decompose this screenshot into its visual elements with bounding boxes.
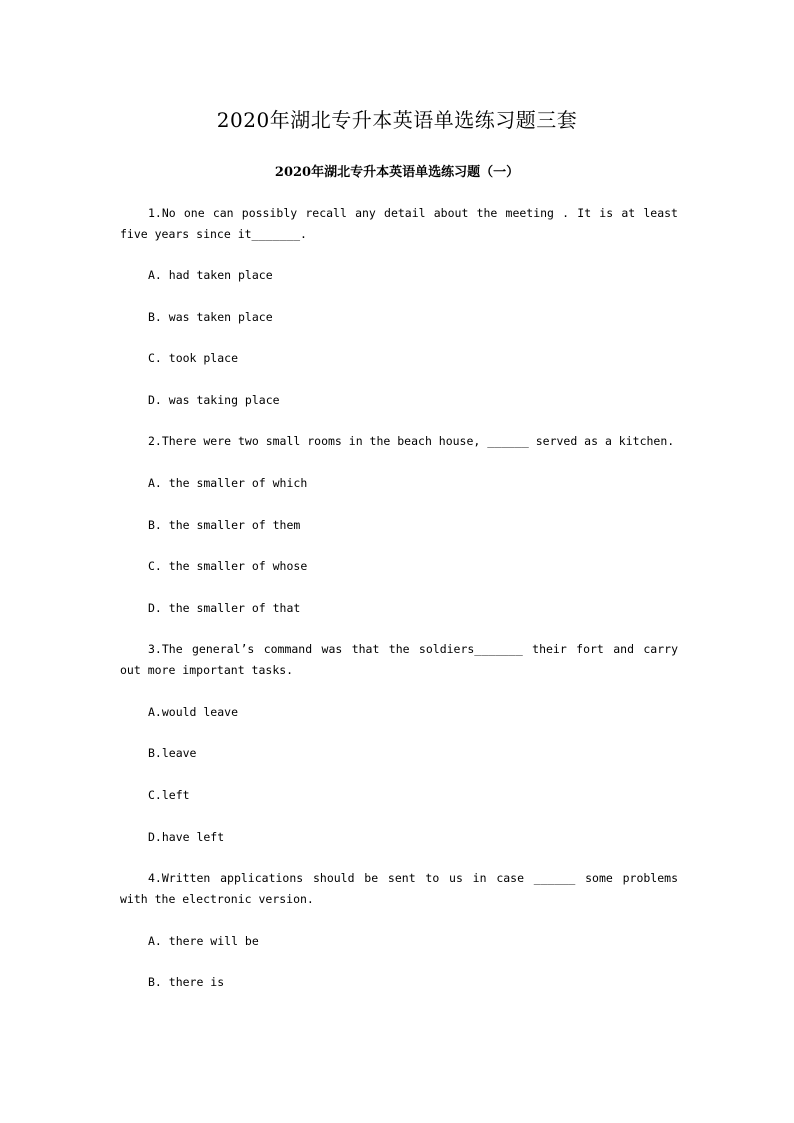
question-1-option-b: B. was taken place — [148, 310, 273, 324]
question-4-stem: 4.Written applications should be sent to us in case ______ some problems with the electronic version. — [120, 871, 678, 906]
question-3-stem: 3.The general’s command was that the soldiers_______ their fort and carry out more important tasks. — [120, 642, 678, 677]
section-subtitle: 2020年湖北专升本英语单选练习题（一） — [274, 165, 520, 180]
question-4-option-a: A. there will be — [148, 934, 259, 948]
question-2-option-a: A. the smaller of which — [148, 476, 308, 490]
question-1-option-a: A. had taken place — [148, 268, 273, 282]
question-3-option-a: A.would leave — [148, 705, 239, 719]
question-1-stem: 1.No one can possibly recall any detail about the meeting . It is at least five years since it_______. — [120, 206, 678, 241]
question-2-option-d: D. the smaller of that — [148, 601, 301, 615]
question-3-option-d: D.have left — [148, 830, 225, 844]
question-2-stem: 2.There were two small rooms in the beach house, ______ served as a kitchen. — [148, 434, 675, 448]
question-2-option-b: B. the smaller of them — [148, 518, 301, 532]
question-1-option-c: C. took place — [148, 351, 239, 365]
question-1-option-d: D. was taking place — [148, 393, 280, 407]
question-2-option-c: C. the smaller of whose — [148, 559, 308, 573]
question-3-option-c: C.left — [148, 788, 190, 802]
question-3-option-b: B.leave — [148, 746, 197, 760]
question-4-option-b: B. there is — [148, 975, 225, 989]
page-title: 2020年湖北专升本英语单选练习题三套 — [216, 108, 578, 132]
